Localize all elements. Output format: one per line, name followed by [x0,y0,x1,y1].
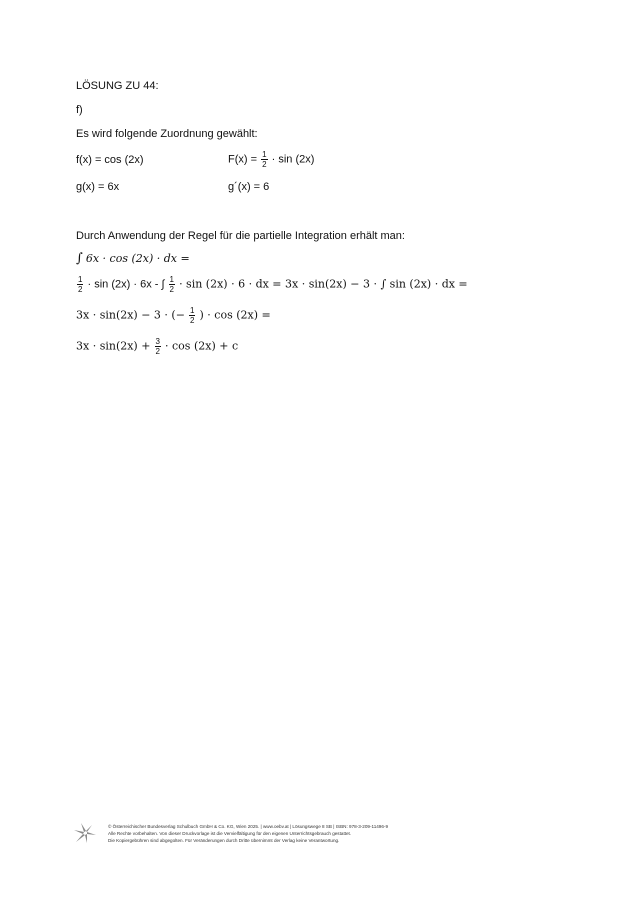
equation-2-part-1: · sin (2x) · 6x - ∫ [87,278,165,291]
assign-F-prefix: F(x) = [228,153,258,166]
fraction-numerator: 1 [169,275,174,284]
footer-line-3: Die Kopiergebühren sind abgegolten. Für Veränderungen durch Dritte übernimmt der Verlag keine Verantwortung. [108,838,340,843]
fraction-numerator: 1 [78,275,83,284]
equation-1-body: 6x · cos (2x) · dx = [85,252,190,265]
fraction-denominator: 2 [262,160,267,169]
subpart-label: f) [76,104,83,116]
footer [108,823,388,844]
equation-4-part-1: 3x · sin(2x) + [76,339,151,353]
fraction-numerator: 1 [262,150,267,159]
integral-sign: ∫ [76,251,83,266]
assign-gprime: g´(x) = 6 [228,181,270,193]
fraction-denominator: 2 [78,285,83,294]
equation-2-fraction-1 [77,275,83,294]
equation-3-fraction [189,306,195,325]
equation-4-part-2: · cos (2x) + c [165,339,239,353]
intro-text: Es wird folgende Zuordnung gewählt: [76,128,258,140]
fraction-numerator: 3 [155,337,160,346]
equation-2-part-2: · sin (2x) · 6 · dx = 3x · sin(2x) − 3 · ∫ sin (2x) · dx = [179,277,468,291]
assign-f: f(x) = cos (2x) [76,154,144,166]
assign-F-suffix: · sin (2x) [271,153,315,166]
equation-2 [76,275,468,294]
publisher-logo-icon [72,822,98,844]
fraction-denominator: 2 [155,347,160,356]
equation-2-fraction-2 [169,275,175,294]
equation-3-part-2: ) · cos (2x) = [199,308,271,322]
fraction-denominator: 2 [169,285,174,294]
footer-line-2: Alle Rechte vorbehalten. Von dieser Druckvorlage ist die Vervielfältigung für den eigenen Unterrichtsgebrauch gestattet. [108,831,352,836]
heading: LÖSUNG ZU 44: [76,80,159,92]
footer-line-1: © Österreichischer Bundesverlag Schulbuch GmbH & Co. KG, Wien 2025. | www.oebv.at | Lösungswege 8 SB | ISBN: 978-3-209-11496-9 [108,824,389,829]
equation-3-part-1: 3x · sin(2x) − 3 · (− [76,308,185,322]
fraction-numerator: 1 [190,306,195,315]
equation-1 [76,251,190,266]
rule-text: Durch Anwendung der Regel für die partielle Integration erhält man: [76,230,405,242]
fraction-denominator: 2 [190,316,195,325]
equation-4-fraction [155,337,161,356]
assign-g: g(x) = 6x [76,181,120,193]
assign-F [228,150,314,169]
assign-F-fraction [261,150,267,169]
equation-3 [76,306,271,325]
equation-4 [76,337,238,356]
